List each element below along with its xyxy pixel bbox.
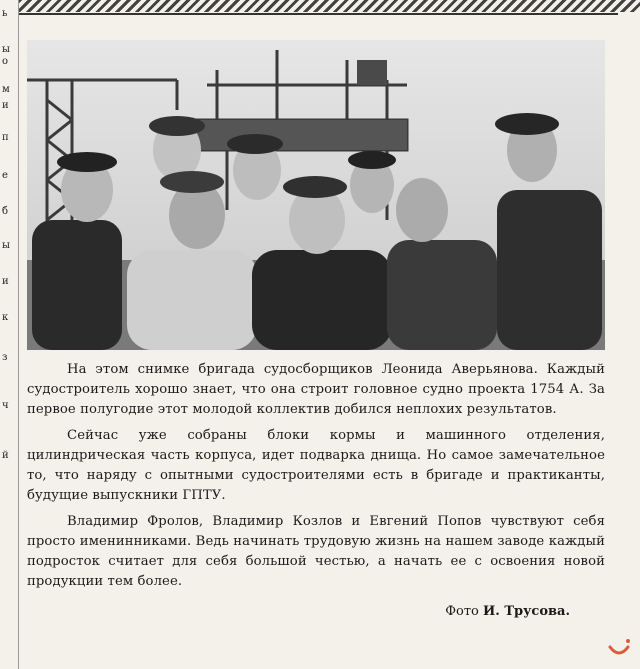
photo-caption bbox=[27, 360, 605, 598]
group-photo-illustration bbox=[27, 40, 605, 350]
top-decorative-border bbox=[18, 0, 640, 12]
left-fragment-text: п bbox=[2, 132, 9, 143]
left-fragment-text: о bbox=[2, 56, 9, 67]
left-fragment-text: ч bbox=[2, 400, 9, 411]
caption-paragraph: Владимир Фролов, Владимир Козлов и Евгений Попов чувствуют себя просто именинниками. Ведь начинать трудовую жизнь на нашем заводе каждый подросток считает для себя большой честью, а начать ее с освоения новой продукции тем более. bbox=[27, 514, 605, 589]
photo-credit bbox=[445, 604, 570, 619]
left-fragment-text: и bbox=[2, 276, 9, 287]
left-fragment-text: к bbox=[2, 312, 9, 323]
left-fragment-text: б bbox=[2, 206, 9, 217]
credit-prefix: Фото bbox=[445, 604, 479, 619]
top-rule bbox=[18, 13, 618, 15]
group-photo bbox=[27, 40, 605, 350]
left-fragment-text: ы bbox=[2, 240, 10, 251]
left-fragment-text: ы bbox=[2, 44, 10, 55]
caption-paragraph: На этом снимке бригада судосборщиков Леонида Аверьянова. Каждый судостроитель хорошо знает, что она строит головное судно проекта 1754 А. За первое полугодие этот молодой коллектив добился неплохих результатов. bbox=[27, 362, 605, 417]
left-fragment-text: м bbox=[2, 84, 10, 95]
left-column-fragment bbox=[0, 0, 19, 669]
left-fragment-text: е bbox=[2, 170, 8, 181]
left-fragment-text: й bbox=[2, 450, 9, 461]
smile-logo-icon bbox=[606, 635, 632, 661]
credit-name: И. Трусова. bbox=[483, 604, 570, 619]
left-fragment-text: ь bbox=[2, 8, 8, 19]
left-fragment-text: и bbox=[2, 100, 9, 111]
caption-paragraph: Сейчас уже собраны блоки кормы и машинного отделения, цилиндрическая часть корпуса, идет подварка днища. Но самое замечательное то, что наряду с опытными судостроителями есть в бригаде и практиканты, будущие выпускники ГПТУ. bbox=[27, 428, 605, 503]
left-fragment-text: з bbox=[2, 352, 8, 363]
